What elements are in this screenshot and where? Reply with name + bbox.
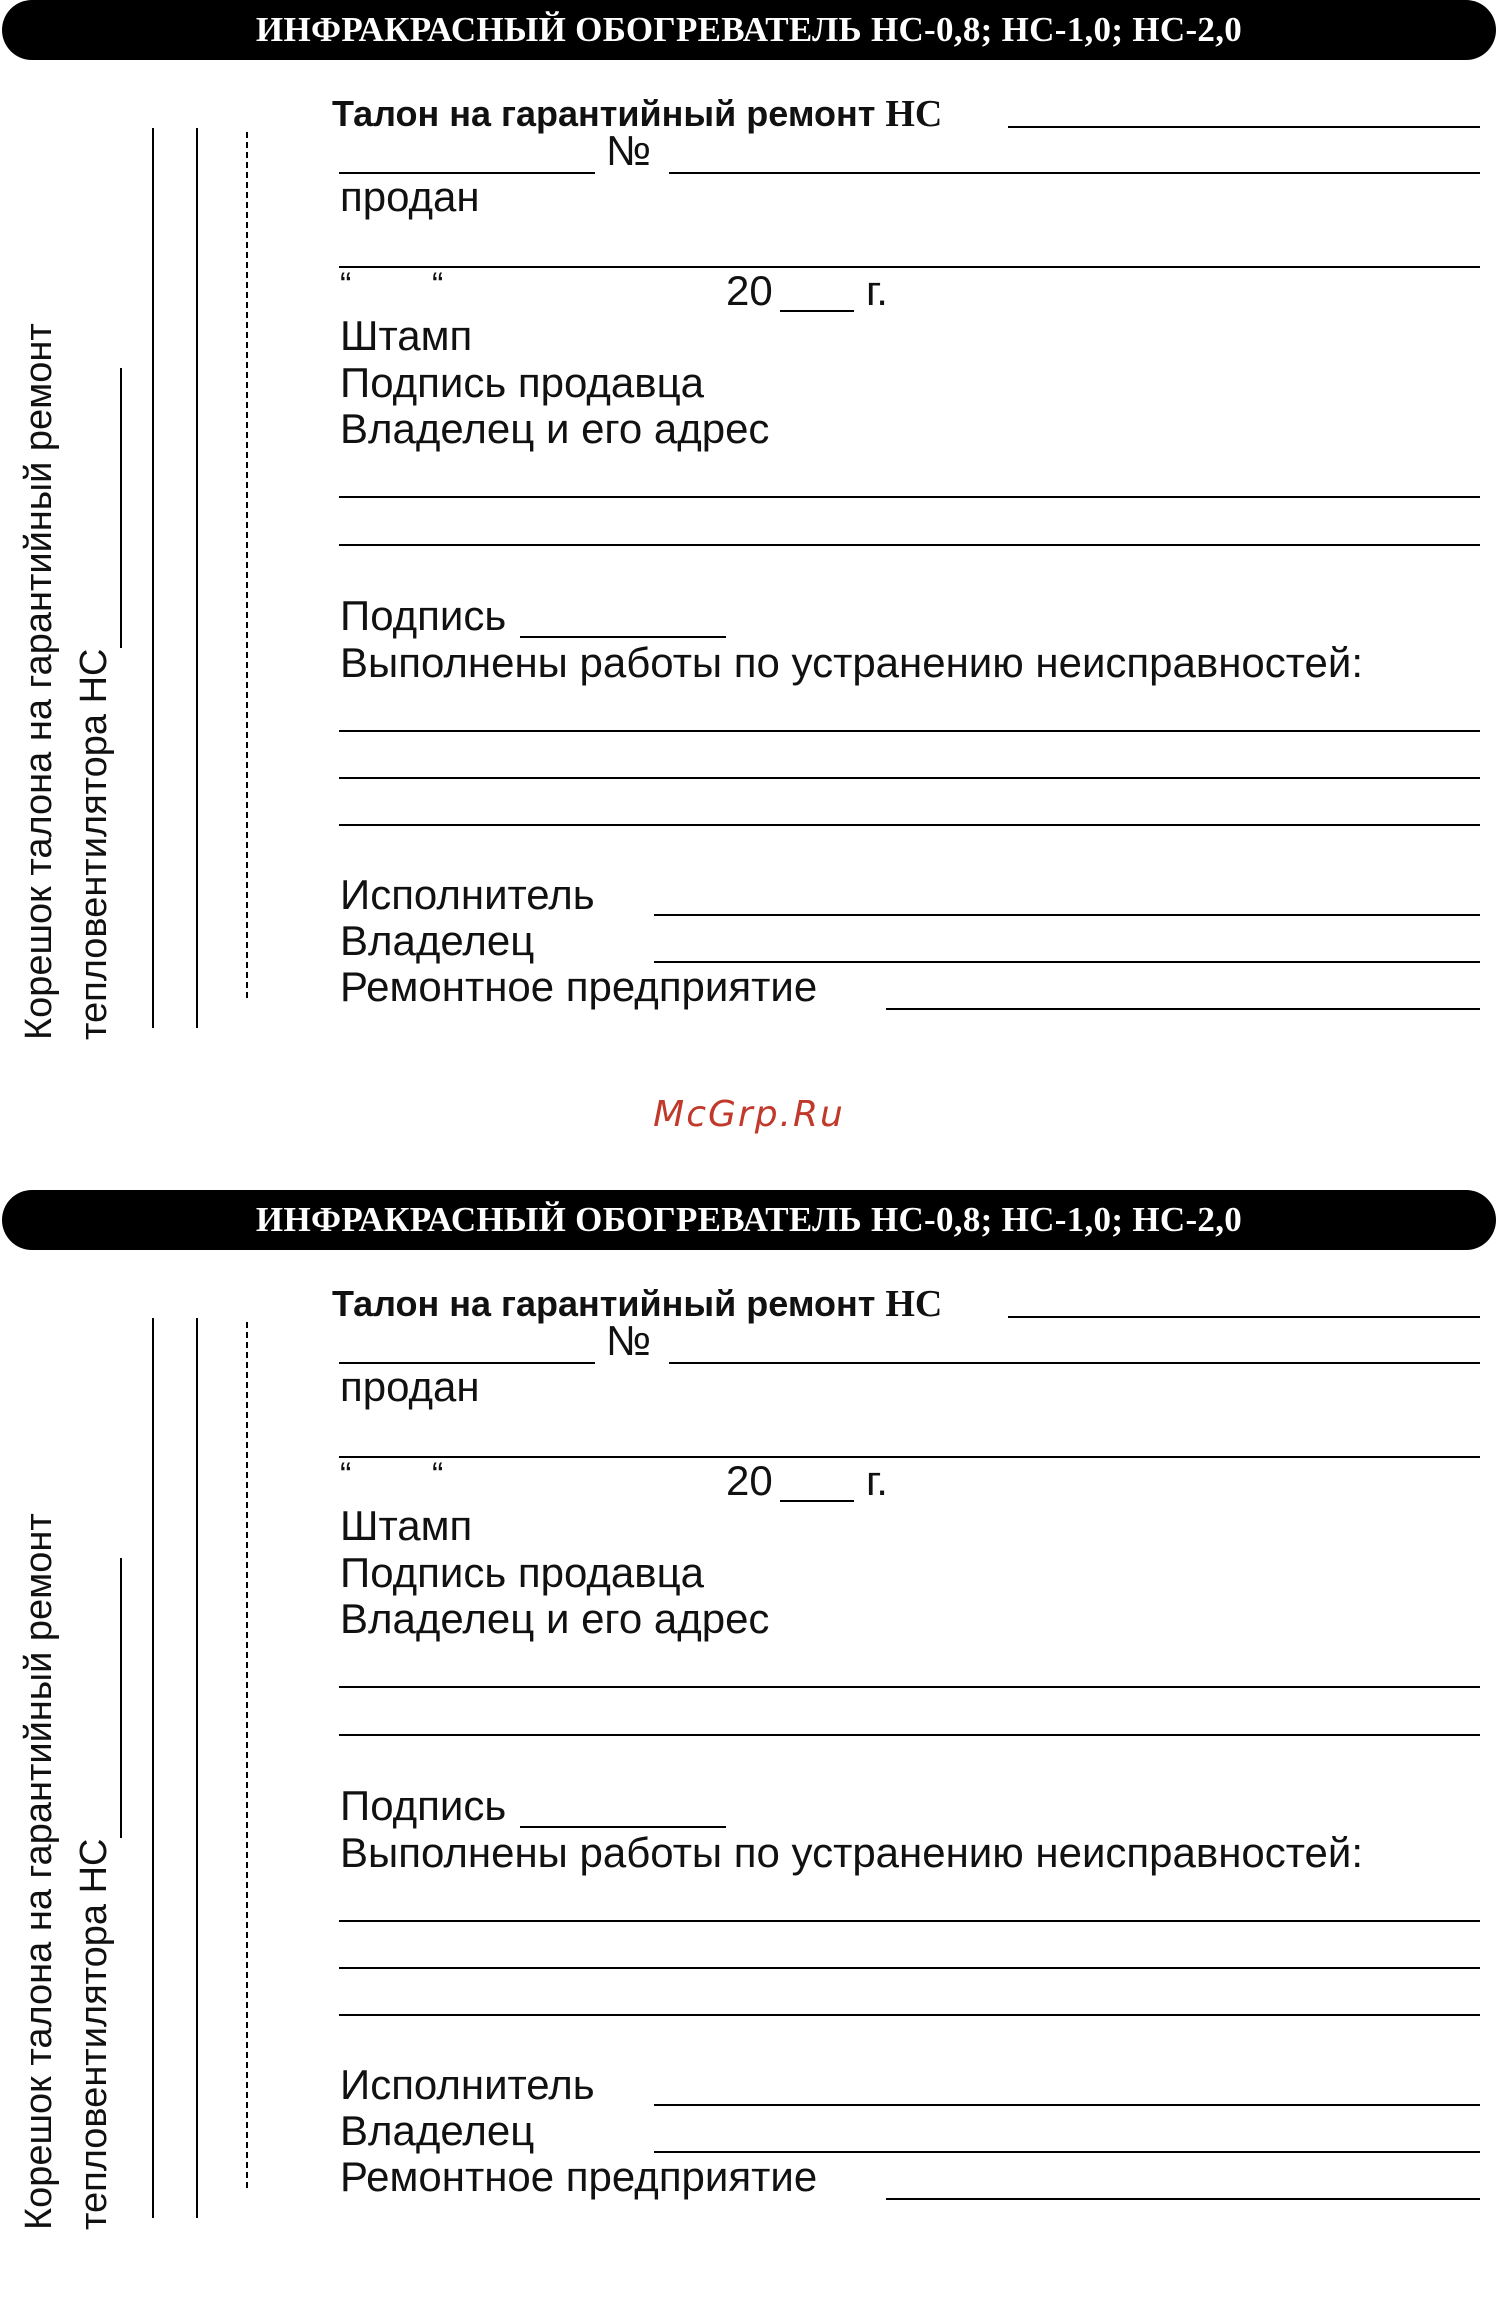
coupon-stub (0, 0, 260, 1040)
repair-company-label: Ремонтное предприятие (340, 2153, 818, 2200)
date-quote-open: “ (340, 1456, 352, 1494)
signature-field-line[interactable] (520, 636, 726, 638)
year-prefix: 20 (726, 1457, 773, 1504)
works-label: Выполнены работы по устранению неисправностей: (340, 639, 1364, 686)
stub-caption-line1: Корешок талона на гарантийный ремонт (18, 323, 60, 1040)
warranty-coupon-2 (0, 1190, 1498, 2310)
sold-field-line[interactable] (339, 266, 1480, 268)
year-prefix: 20 (726, 267, 773, 314)
stub-divider-line (152, 1318, 154, 2218)
stub-divider-line (152, 128, 154, 1028)
date-quote-close: “ (432, 1456, 444, 1494)
owner-label: Владелец (340, 917, 535, 964)
number-field-line[interactable] (669, 172, 1480, 174)
works-line[interactable] (339, 777, 1480, 779)
year-field-line[interactable] (780, 310, 854, 312)
seller-signature-label: Подпись продавца (340, 1549, 705, 1596)
year-suffix: г. (866, 267, 888, 314)
stub-caption (12, 1390, 122, 2230)
seller-signature-label: Подпись продавца (340, 359, 705, 406)
executor-label: Исполнитель (340, 871, 595, 918)
sold-label: продан (340, 1363, 480, 1410)
executor-field-line[interactable] (654, 2104, 1480, 2106)
stamp-label: Штамп (340, 312, 473, 359)
executor-field-line[interactable] (654, 914, 1480, 916)
owner-address-line[interactable] (339, 1686, 1480, 1688)
stub-divider-line (196, 128, 198, 1028)
stub-caption-line1: Корешок талона на гарантийный ремонт (18, 1513, 60, 2230)
works-line[interactable] (339, 2014, 1480, 2016)
number-field-line[interactable] (669, 1362, 1480, 1364)
signature-field-line[interactable] (520, 1826, 726, 1828)
owner-address-label: Владелец и его адрес (340, 405, 770, 452)
watermark-text: McGrp.Ru (653, 1094, 845, 1135)
works-line[interactable] (339, 1967, 1480, 1969)
stub-caption (12, 200, 122, 1040)
works-line[interactable] (339, 730, 1480, 732)
coupon-title: Талон на гарантийный ремонт НС (332, 93, 943, 135)
executor-label: Исполнитель (340, 2061, 595, 2108)
owner-label: Владелец (340, 2107, 535, 2154)
warranty-coupon-1 (0, 0, 1498, 1120)
signature-label: Подпись (340, 592, 507, 639)
coupon-title: Талон на гарантийный ремонт НС (332, 1283, 943, 1325)
date-quote-open: “ (340, 266, 352, 304)
owner-address-line[interactable] (339, 544, 1480, 546)
works-line[interactable] (339, 1920, 1480, 1922)
works-label: Выполнены работы по устранению неисправностей: (340, 1829, 1364, 1876)
number-label: № (606, 1317, 652, 1364)
cut-line (246, 132, 248, 998)
coupon-header: ИНФРАКРАСНЫЙ ОБОГРЕВАТЕЛЬ НС-0,8; НС-1,0; НС-2,0 (2, 0, 1496, 60)
cut-line (246, 1322, 248, 2188)
stamp-label: Штамп (340, 1502, 473, 1549)
model-field-line[interactable] (1008, 1316, 1480, 1318)
stub-caption-line2: тепловентилятора НС (67, 1390, 122, 2230)
repair-company-field-line[interactable] (886, 2198, 1480, 2200)
stub-caption-line2: тепловентилятора НС (67, 200, 122, 1040)
coupon-header: ИНФРАКРАСНЫЙ ОБОГРЕВАТЕЛЬ НС-0,8; НС-1,0; НС-2,0 (2, 1190, 1496, 1250)
owner-address-line[interactable] (339, 1734, 1480, 1736)
year-field-line[interactable] (780, 1500, 854, 1502)
model-field-line[interactable] (1008, 126, 1480, 128)
date-quote-close: “ (432, 266, 444, 304)
sold-field-line[interactable] (339, 1456, 1480, 1458)
stub-divider-line (196, 1318, 198, 2218)
owner-address-line[interactable] (339, 496, 1480, 498)
works-line[interactable] (339, 824, 1480, 826)
signature-label: Подпись (340, 1782, 507, 1829)
sold-label: продан (340, 173, 480, 220)
repair-company-field-line[interactable] (886, 1008, 1480, 1010)
owner-address-label: Владелец и его адрес (340, 1595, 770, 1642)
year-suffix: г. (866, 1457, 888, 1504)
repair-company-label: Ремонтное предприятие (340, 963, 818, 1010)
coupon-stub (0, 1190, 260, 2230)
number-label: № (606, 127, 652, 174)
